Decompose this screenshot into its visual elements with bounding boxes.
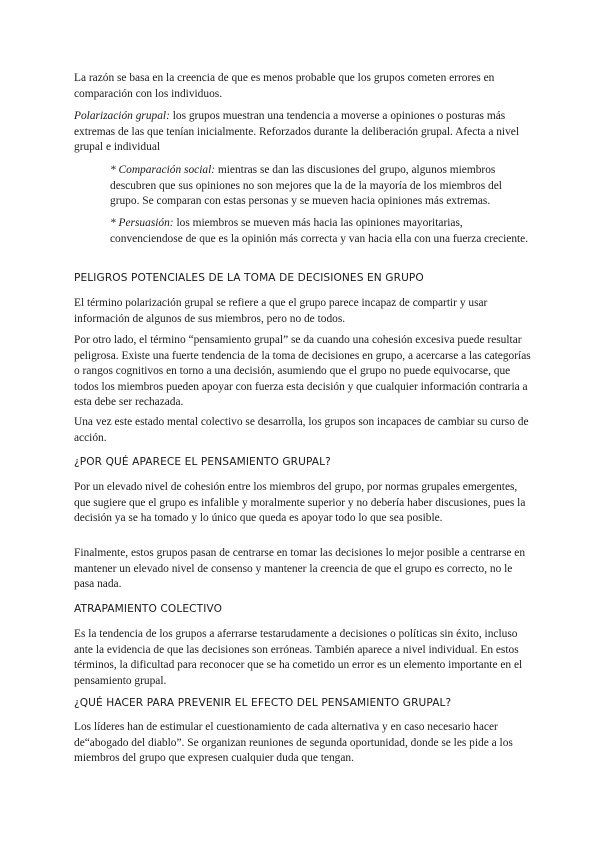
text-polarizacion: los grupos muestran una tendencia a moverse a opiniones o posturas más extremas de las que tenían inicialmente. Reforzados durante la deliberación grupal. Afecta a nivel grupal e individual [74,110,519,154]
text-persuasion: los miembros se mueven más hacia las opiniones mayoritarias, convenciendose de que es la opinión más correcta y van hacia ella con una fuerza creciente. [110,217,529,245]
term-comparacion-social: * Comparación social: [110,164,216,176]
paragraph-cohesion: Por un elevado nivel de cohesión entre los miembros del grupo, por normas grupales emergentes, que sugiere que el grupo es infalible y moralmente superior y no debería haber discusiones, pues la decisión ya se ha tomado y lo único que queda es apoyar todo lo que sea posible. [74,481,526,525]
text-comparacion-social: mientras se dan las discusiones del grupo, algunos miembros descubren que sus opiniones no son mejores que la de la mayoría de los miembros del grupo. Se comparan con estas personas y se mueven hacia opiniones más extremas. [110,164,502,208]
paragraph-estado-mental: Una vez este estado mental colectivo se desarrolla, los grupos son incapaces de cambiar su curso de acción. [74,416,529,444]
bullet-persuasion [110,216,534,247]
heading-peligros: PELIGROS POTENCIALES DE LA TOMA DE DECISIONES EN GRUPO [74,272,424,284]
paragraph-pensamiento-grupal: Por otro lado, el término “pensamiento grupal” se da cuando una cohesión excesiva puede resultar peligrosa. Existe una fuerte tendencia de la toma de decisiones en grupo, a acercarse a las categorías o rangos cognitivos en torno a una decisión, asumiendo que el grupo no puede equivocarse, que todos los miembros pueden apoyar con fuerza esta decisión y que cualquier información contraria a esta debe ser rechazada. [74,334,531,409]
bullet-comparacion-social [110,163,534,210]
heading-que-hacer: ¿QUÉ HACER PARA PREVENIR EL EFECTO DEL PENSAMIENTO GRUPAL? [74,697,452,709]
paragraph-lideres: Los líderes han de estimular el cuestionamiento de cada alternativa y en caso necesario hacer de“abogado del diablo”. Se organizan reuniones de segunda oportunidad, donde se les pide a los miembros del grupo que expresen cualquier duda que tengan. [74,721,513,765]
paragraph-atrapamiento: Es la tendencia de los grupos a aferrarse testarudamente a decisiones o políticas sin éxito, incluso ante la evidencia de que las decisiones son erróneas. También aparece a nivel individual. En estos términos, la dificultad para reconocer que se ha cometido un error es un elemento importante en el pensamiento grupal. [74,628,523,687]
paragraph-finalmente: Finalmente, estos grupos pasan de centrarse en tomar las decisiones lo mejor posible a centrarse en mantener un elevado nivel de consenso y mantener la creencia de que el grupo es correcto, no le pasa nada. [74,547,526,591]
heading-atrapamiento: ATRAPAMIENTO COLECTIVO [74,603,223,615]
paragraph-polarizacion-definicion: El término polarización grupal se refiere a que el grupo parece incapaz de compartir y usar información de algunos de sus miembros, pero no de todos. [74,297,488,325]
term-persuasion: * Persuasión: [110,217,174,229]
paragraph-intro: La razón se basa en la creencia de que es menos probable que los grupos cometen errores en comparación con los individuos. [74,72,495,100]
paragraph-polarizacion [74,109,534,156]
term-polarizacion: Polarización grupal: [74,110,170,122]
heading-por-que: ¿POR QUÉ APARECE EL PENSAMIENTO GRUPAL? [74,456,331,468]
